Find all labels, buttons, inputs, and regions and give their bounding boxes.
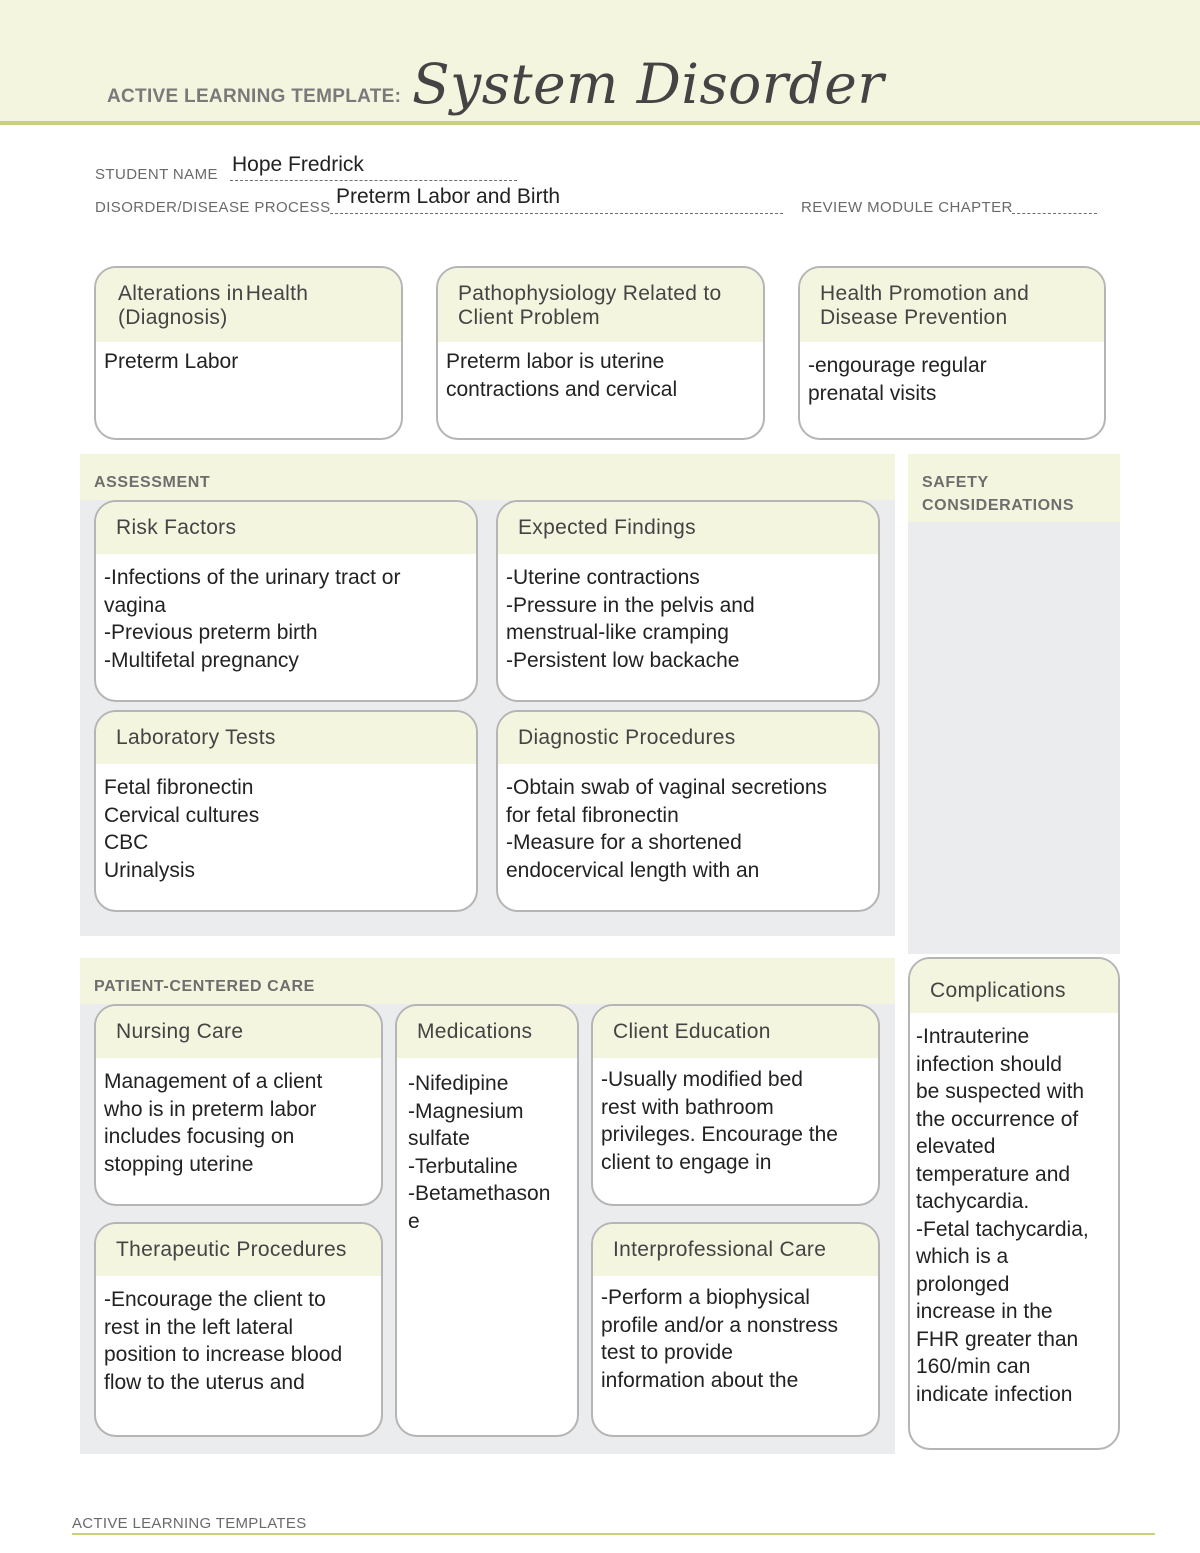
laboratory-tests-title: Laboratory Tests: [96, 712, 476, 764]
student-name-field[interactable]: Hope Fredrick: [232, 153, 364, 176]
interprofessional-care-text[interactable]: -Perform a biophysical profile and/or a nonstress test to provide information about the: [601, 1286, 838, 1392]
client-education-text[interactable]: -Usually modified bed rest with bathroom privileges. Encourage the client to engage in: [601, 1068, 838, 1174]
therapeutic-procedures-card: [94, 1222, 383, 1437]
therapeutic-procedures-text[interactable]: -Encourage the client to rest in the left lateral position to increase blood flow to the uterus and: [104, 1288, 343, 1394]
nursing-care-text[interactable]: Management of a client who is in preterm labor includes focusing on stopping uterine: [104, 1070, 323, 1176]
alterations-card: [94, 266, 403, 440]
pathophysiology-text[interactable]: Preterm labor is uterine contractions and cervical: [446, 350, 678, 401]
therapeutic-procedures-title: Therapeutic Procedures: [96, 1224, 381, 1276]
client-education-title: Client Education: [593, 1006, 878, 1058]
review-module-field[interactable]: [1012, 213, 1097, 214]
complications-card: [908, 957, 1120, 1450]
expected-findings-card: [496, 500, 880, 702]
pathophysiology-title: Pathophysiology Related to Client Problem: [438, 268, 763, 342]
safety-title: SAFETY CONSIDERATIONS: [922, 474, 1075, 514]
medications-card: [395, 1004, 579, 1437]
complications-title: Complications: [910, 959, 1118, 1013]
alterations-title: Alterations in Health (Diagnosis): [96, 268, 401, 342]
template-label: ACTIVE LEARNING TEMPLATE:: [107, 86, 402, 107]
risk-factors-card: [94, 500, 478, 702]
student-name-line: [230, 180, 517, 181]
patient-care-title: PATIENT-CENTERED CARE: [94, 978, 315, 995]
review-module-label: REVIEW MODULE CHAPTER: [801, 199, 1013, 216]
risk-factors-title: Risk Factors: [96, 502, 476, 554]
complications-text[interactable]: -Intrauterine infection should be suspected with the occurrence of elevated temperature and tachycardia. -Fetal tachycardia, which is a prolonged increase in the FHR greater than 160/min can indicate infection: [916, 1025, 1089, 1406]
health-promotion-text[interactable]: -engourage regular prenatal visits: [808, 354, 987, 405]
diagnostic-procedures-title: Diagnostic Procedures: [498, 712, 878, 764]
interprofessional-care-card: [591, 1222, 880, 1437]
interprofessional-care-title: Interprofessional Care: [593, 1224, 878, 1276]
alterations-text[interactable]: Preterm Labor: [104, 350, 239, 373]
template-title: System Disorder: [412, 52, 885, 116]
medications-title: Medications: [397, 1006, 577, 1058]
pathophysiology-card: [436, 266, 765, 440]
disorder-field[interactable]: Preterm Labor and Birth: [336, 185, 561, 208]
student-name-label: STUDENT NAME: [95, 166, 218, 183]
disorder-label: DISORDER/DISEASE PROCESS: [95, 199, 331, 216]
expected-findings-text[interactable]: -Uterine contractions -Pressure in the pelvis and menstrual-like cramping -Persistent low backache: [506, 566, 755, 672]
diagnostic-procedures-text[interactable]: -Obtain swab of vaginal secretions for fetal fibronectin -Measure for a shortened endocervical length with an: [506, 776, 827, 882]
client-education-card: [591, 1004, 880, 1206]
health-promotion-title: Health Promotion and Disease Prevention: [800, 268, 1104, 342]
laboratory-tests-card: [94, 710, 478, 912]
diagnostic-procedures-card: [496, 710, 880, 912]
header-rule: [0, 121, 1200, 125]
disorder-line: [330, 213, 783, 214]
health-promotion-card: [798, 266, 1106, 440]
safety-section: [908, 454, 1120, 954]
footer-label: ACTIVE LEARNING TEMPLATES: [72, 1515, 307, 1532]
footer-rule: [72, 1533, 1155, 1535]
expected-findings-title: Expected Findings: [498, 502, 878, 554]
medications-text[interactable]: -Nifedipine -Magnesium sulfate -Terbutaline -Betamethason e: [408, 1072, 551, 1233]
risk-factors-text[interactable]: -Infections of the urinary tract or vagina -Previous preterm birth -Multifetal pregnancy: [104, 566, 401, 672]
laboratory-tests-text[interactable]: Fetal fibronectin Cervical cultures CBC Urinalysis: [104, 776, 260, 882]
nursing-care-card: [94, 1004, 383, 1206]
assessment-title: ASSESSMENT: [94, 474, 211, 491]
nursing-care-title: Nursing Care: [96, 1006, 381, 1058]
